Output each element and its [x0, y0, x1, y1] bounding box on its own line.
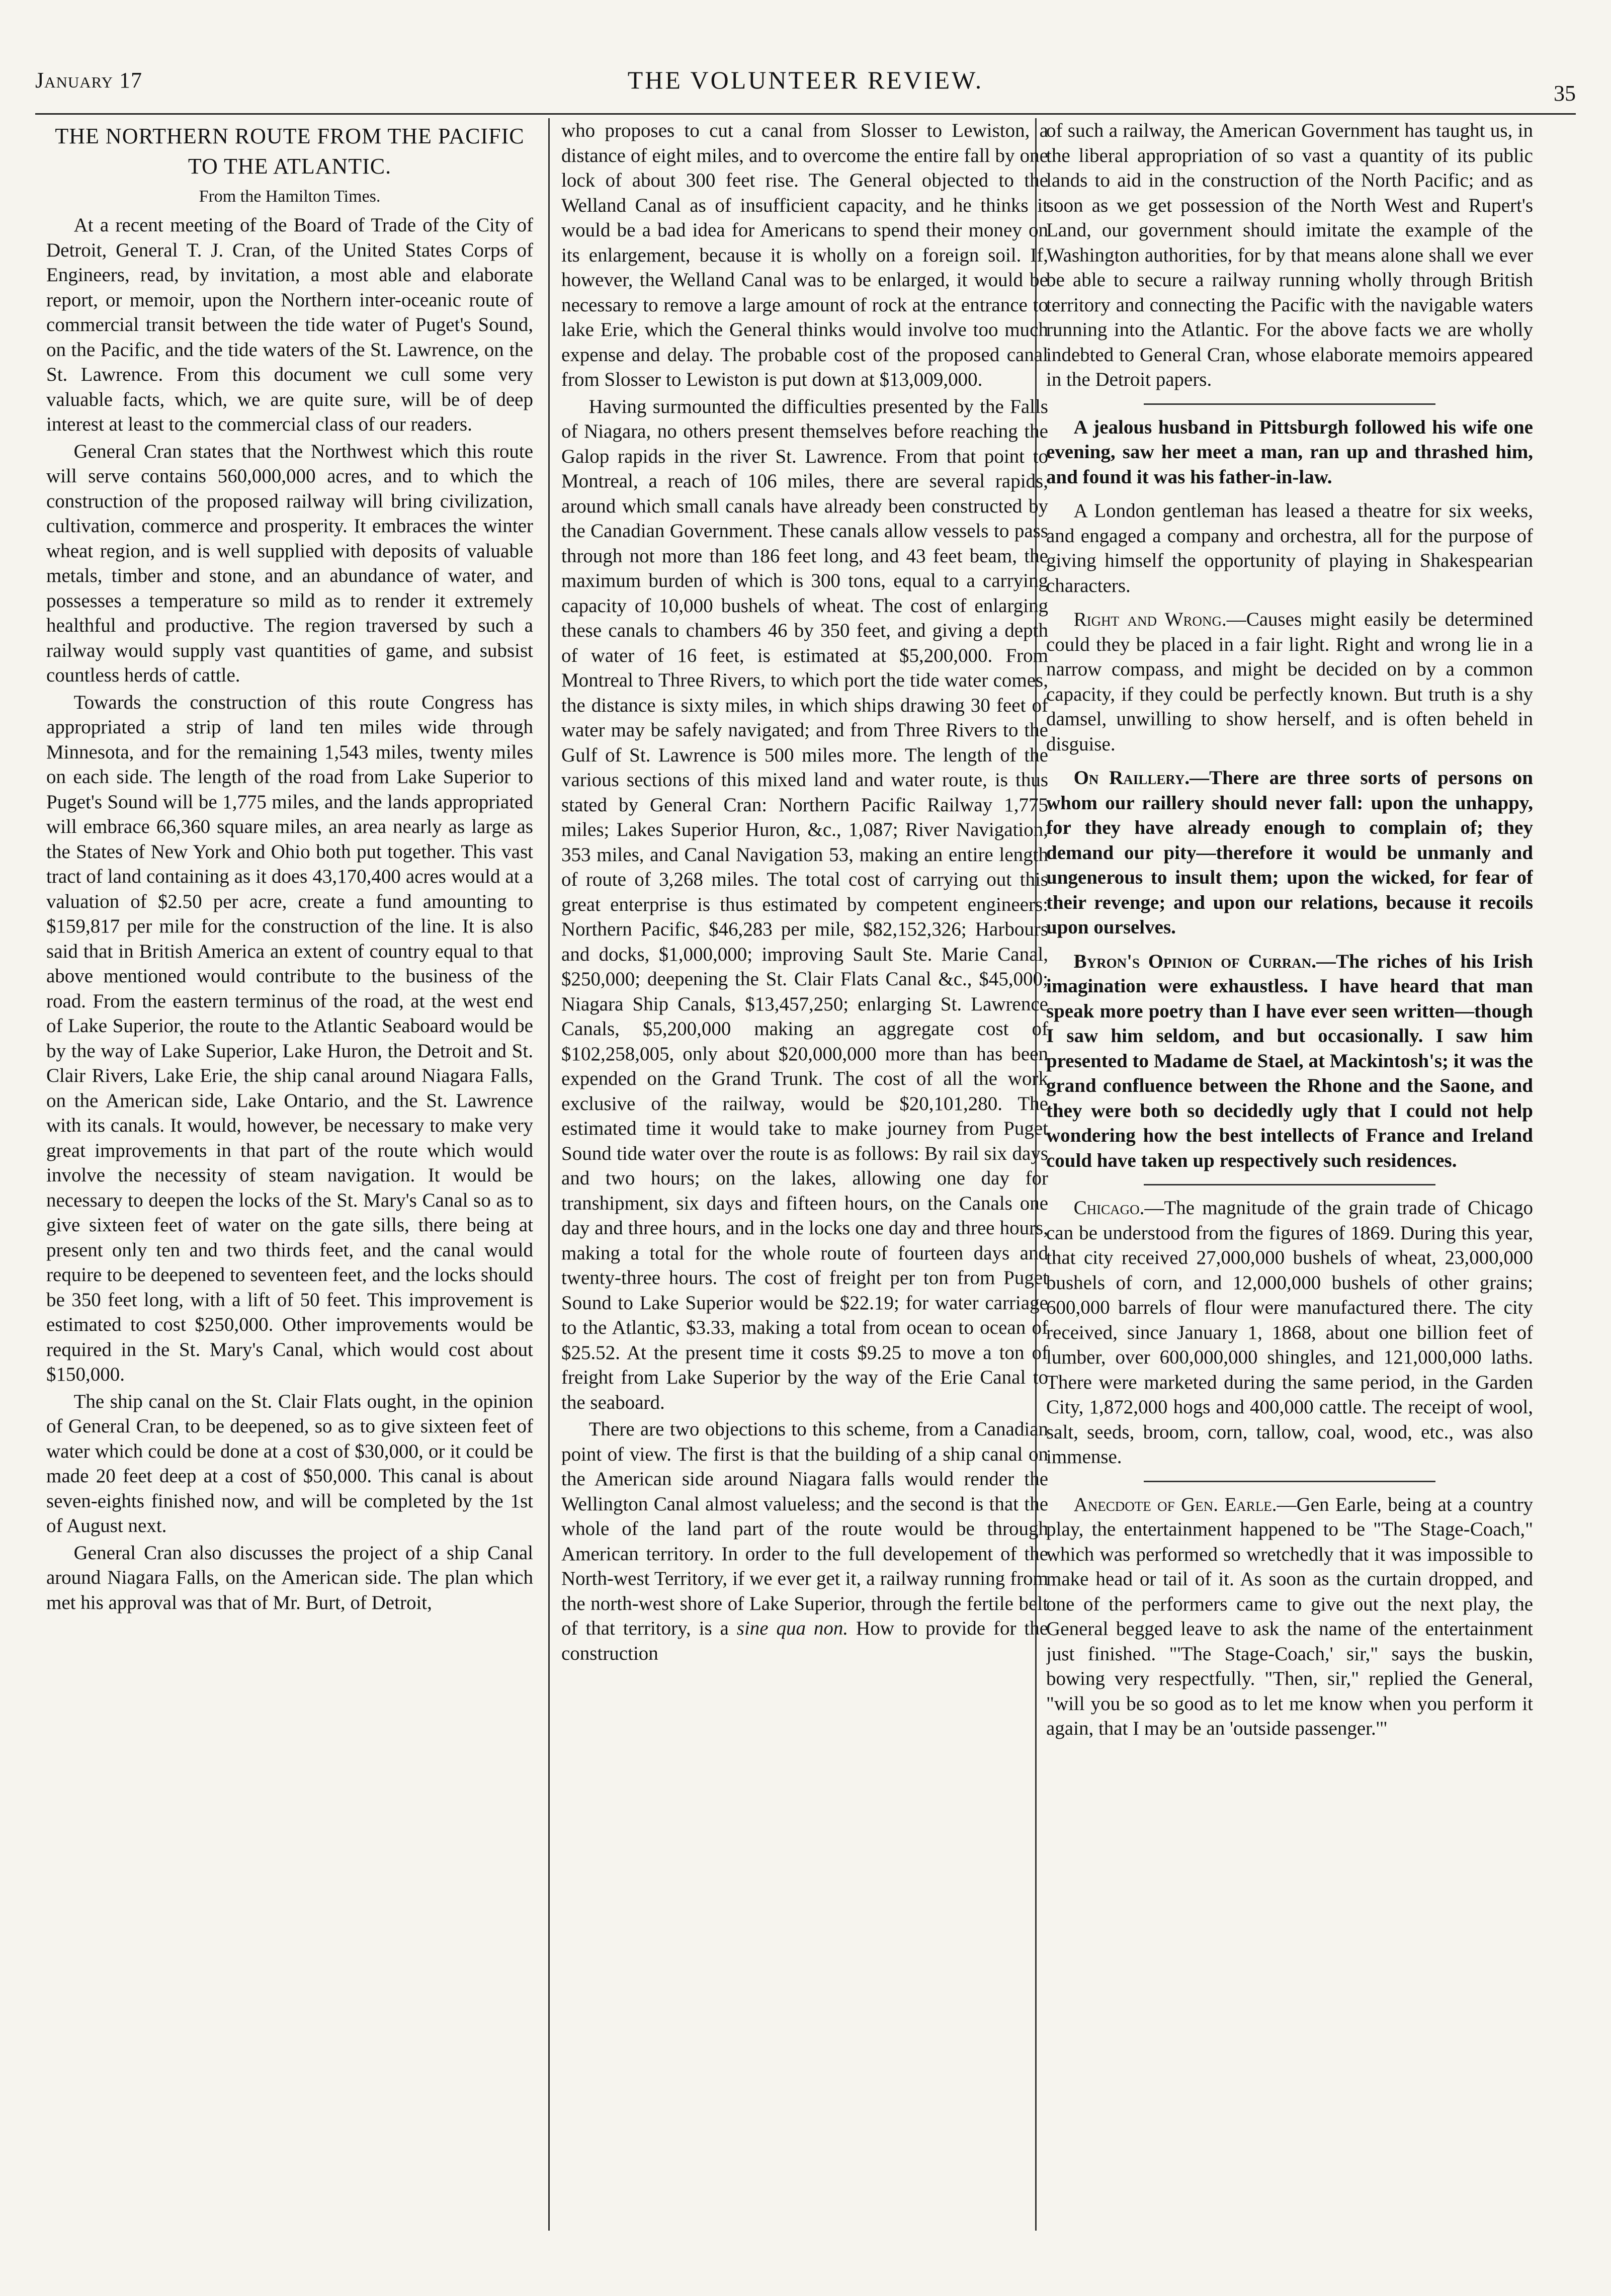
article-paragraph: At a recent meeting of the Board of Trade of the City of Detroit, General T. J. Cran, of the United States Corps of Engineers, read, by invitation, a most able and elaborate report, or memoir, upon the Northern inter-oceanic route of commercial transit between the tide water of Puget's Sound, on the Pacific, and the tide waters of the St. Lawrence, on the St. Lawrence. From this document we cull some very valuable facts, which, we are quite sure, will be of deep interest at least to the commercial class of our readers.	[46, 214, 533, 435]
article-paragraph: General Cran also discusses the project of a ship Canal around Niagara Falls, on the American side. The plan which met his approval was that of Mr. Burt, of Detroit,	[46, 1542, 533, 1613]
latin-phrase: sine qua non.	[736, 1618, 849, 1639]
column-2	[561, 118, 1048, 2241]
article-paragraph: Towards the construction of this route Congress has appropriated a strip of land ten miles wide through Minnesota, and for the remaining 1,543 miles, twenty miles on each side. The length of the road from Lake Superior to Puget's Sound will be 1,775 miles, and the lands appropriated will embrace 66,360 square miles, an area nearly as large as the States of New York and Ohio both put together. This vast tract of land containing as it does 43,170,400 acres would at a valuation of $2.50 per acre, create a fund amounting to $159,817 per mile for the construction of the line. It is also said that in British America an extent of country equal to that above mentioned would contribute to the business of the road. From the eastern terminus of the road, at the west end of Lake Superior, the route to the Atlantic Seaboard would be by the way of Lake Superior, Lake Huron, the Detroit and St. Clair Rivers, Lake Erie, the ship canal around Niagara Falls, on the American side, Lake Ontario, and the St. Lawrence with its canals. It would, however, be necessary to make very great improvements in that part of the route which would involve the necessity of steam navigation. It would be necessary to deepen the locks of the St. Mary's Canal so as to give sixteen feet of water on the gate sills, there being at present only ten and two thirds feet, and the canal would require to be deepened to seventeen feet, and the locks should be 350 feet long, with a lift of 50 feet. This improvement is estimated to cost $250,000. Other improvements would be required in the St. Mary's Canal, which would cost about $150,000.	[46, 691, 533, 1385]
paragraph-text: How to provide for the construction	[561, 1618, 1048, 1664]
article-paragraph	[561, 1417, 1048, 1666]
item-heading: On Raillery.—	[1073, 767, 1210, 789]
item-text: A London gentleman has leased a theatre for six weeks, and engaged a company and orchestra, all for the purpose of giving himself the opportunity of playing in Shakespearian characters.	[1046, 500, 1533, 597]
issue-date: January 17	[35, 68, 143, 93]
article-paragraph: of such a railway, the American Government has taught us, in the liberal appropriation of so vast a quantity of its public lands to aid in the construction of the North Pacific; and as soon as we get possession of the North West and Rupert's Land, our government should imitate the example of the Washington authorities, for by that means alone shall we ever be able to secure a railway running wholly through British territory and connecting the Pacific with the navigable waters running into the Atlantic. For the above facts we are wholly indebted to General Cran, whose elaborate memoirs appeared in the Detroit papers.	[1046, 120, 1533, 390]
news-item	[1046, 607, 1533, 756]
column-rule	[548, 118, 550, 2231]
item-heading: Right and Wrong.—	[1073, 609, 1246, 630]
item-heading: Byron's Opinion of Curran.—	[1073, 950, 1336, 972]
news-item	[1046, 498, 1533, 598]
news-item	[1046, 415, 1533, 490]
article-title: THE NORTHERN ROUTE FROM THE PACIFIC TO THE ATLANTIC.	[55, 124, 525, 179]
article-paragraph: Having surmounted the difficulties presented by the Falls of Niagara, no others present themselves before reaching the Galop rapids in the river St. Lawrence. From that point to Montreal, a reach of 106 miles, there are several rapids, around which small canals have already been constructed by the Canadian Government. These canals allow vessels to pass through not more than 186 feet long, and 43 feet beam, the maximum burden of which is 300 tons, equal to a carrying capacity of 10,000 bushels of wheat. The cost of enlarging these canals to chambers 46 by 350 feet, and giving a depth of water of 16 feet, is estimated at $5,200,000. From Montreal to Three Rivers, to which port the tide water comes, the distance is sixty miles, in which ships drawing 30 feet of water may be safely navigated; and from Three Rivers to the Gulf of St. Lawrence is 500 miles more. The length of the various sections of this mixed land and water route, is thus stated by General Cran: Northern Pacific Railway 1,775 miles; Lakes Superior Huron, &c., 1,087; River Navigation, 353 miles, and Canal Navigation 53, making an entire length of route of 3,268 miles. The total cost of carrying out this great enterprise is thus estimated by competent engineers: Northern Pacific, $46,283 per mile, $82,152,326; Harbours and docks, $1,000,000; improving Sault Ste. Marie Canal, $250,000; deepening the St. Clair Flats Canal &c., $45,000; Niagara Ship Canals, $13,457,250; enlarging St. Lawrence Canals, $5,200,000 making an aggregate cost of $102,258,005, only about $20,000,000 more than has been expended on the Grand Trunk. The cost of all the work exclusive of the railway, would be $20,101,280. The estimated time it would take to make journey from Puget Sound tide water over the route is as follows: By rail six days and two hours; on the lakes, allowing one day for transhipment, six days and fifteen hours, on the Canals one day and three hours, and in the locks one day and three hours, making a total for the whole route of fourteen days and twenty-three hours. The cost of freight per ton from Puget Sound to Lake Superior would be $22.19; for water carriage to the Atlantic, $3.33, making a total from ocean to ocean of $25.52. At the present time it costs $9.25 to move a ton of freight from Lake Superior by the way of the Erie Canal to the seaboard.	[561, 395, 1048, 1413]
news-item	[1046, 766, 1533, 940]
item-separator	[1144, 403, 1436, 405]
item-text: Causes might easily be determined could they be placed in a fair light. Right and wrong lie in a narrow compass, and might be decided on by a common capacity, if they could be perfectly known. But truth is a shy damsel, unwilling to show herself, and is often beheld in disguise.	[1046, 609, 1533, 755]
masthead-title: THE VOLUNTEER REVIEW.	[627, 66, 984, 94]
news-item	[1046, 1492, 1533, 1741]
news-item	[1046, 949, 1533, 1173]
paragraph-text: There are two objections to this scheme, from a Canadian point of view. The first is that the building of a ship canal on the American side around Niagara falls would render the Wellington Canal almost valueless; and the second is that the whole of the land part of the route would be through American territory. In order to the full developement of the North-west Territory, if we ever get it, a railway running from the north-west shore of Lake Superior, through the fertile belt of that territory, is a	[561, 1418, 1048, 1639]
column-3	[1046, 118, 1533, 2241]
item-separator	[1144, 1184, 1436, 1185]
page-header	[35, 60, 1576, 116]
item-text: The magnitude of the grain trade of Chicago can be understood from the figures of 1869. During this year, that city received 27,000,000 bushels of wheat, 23,000,000 bushels of corn, and 12,000,000 bushels of other grains; 600,000 barrels of flour were manufactured there. The city received, since January 1, 1868, about one billion feet of lumber, over 600,000,000 shingles, and 121,000,000 laths. There were marketed during the same period, in the Garden City, 1,872,000 hogs and 400,000 cattle. The receipt of wool, salt, seeds, broom, corn, tallow, coal, wood, etc., was also immense.	[1046, 1197, 1533, 1468]
article-paragraph: General Cran states that the Northwest which this route will serve contains 560,000,000 acres, and to which the construction of the proposed railway will bring civilization, cultivation, commerce and prosperity. It embraces the winter wheat region, and is well supplied with deposits of valuable metals, timber and stone, and an abundance of water, and possesses a temperature so mild as to render it extremely healthful and productive. The region traversed by such a railway would supply vast quantities of game, and subsist countless herds of cattle.	[46, 440, 533, 686]
item-heading: Anecdote of Gen. Earle.—	[1073, 1493, 1297, 1515]
item-text: Gen Earle, being at a country play, the entertainment happened to be "The Stage-Coach," which was performed so wretchedly that it was impossible to make head or tail of it. As soon as the curtain dropped, and one of the performers came to give out the next play, the General begged leave to ask the name of the entertainment just finished. "'The Stage-Coach,' sir," says the buskin, bowing very respectfully. "Then, sir," replied the General, "will you be so good as to let me know when you perform it again, that I may be an 'outside passenger.'"	[1046, 1493, 1533, 1739]
article-source: From the Hamilton Times.	[199, 187, 381, 206]
article-paragraph: who proposes to cut a canal from Slosser to Lewiston, a distance of eight miles, and to overcome the entire fall by one lock of about 300 feet rise. The General objected to the Welland Canal as of insufficient capacity, and he thinks it would be a bad idea for Americans to spend their money on its enlargement, because it is wholly on a foreign soil. If, however, the Welland Canal was to be enlarged, it would be necessary to remove a large amount of rock at the entrance to lake Erie, which the General thinks would involve too much expense and delay. The probable cost of the proposed canal from Slosser to Lewiston is put down at $13,009,000.	[561, 120, 1048, 390]
item-text: A jealous husband in Pittsburgh followed his wife one evening, saw her meet a man, ran up and thrashed him, and found it was his father-in-law.	[1046, 416, 1533, 488]
page-number: 35	[1554, 81, 1576, 106]
item-separator	[1144, 1481, 1436, 1482]
news-item	[1046, 1196, 1533, 1470]
article-paragraph: The ship canal on the St. Clair Flats ought, in the opinion of General Cran, to be deepened, so as to give sixteen feet of water which could be done at a cost of $30,000, or it could be made 20 feet deep at a cost of $50,000. This canal is about seven-eights finished now, and will be completed by the 1st of August next.	[46, 1390, 533, 1537]
item-text: The riches of his Irish imagination were exhaustless. I have heard that man speak more poetry than I have ever seen written—though I saw him seldom, and but occasionally. I saw him presented to Madame de Stael, at Mackintosh's; it was the grand confluence between the Rhone and the Saone, and they were both so decidedly ugly that I could not help wondering how the best intellects of France and Ireland could have taken up respectively such residences.	[1046, 950, 1533, 1171]
header-rule	[35, 113, 1576, 115]
column-1	[46, 118, 533, 2241]
item-text: There are three sorts of persons on whom our raillery should never fall: upon the unhappy, for they have already enough to complain of; they demand our pity—therefore it would be unmanly and ungenerous to insult them; upon the wicked, for fear of their revenge; and upon our relations, because it recoils upon ourselves.	[1046, 767, 1533, 938]
item-heading: Chicago.—	[1073, 1197, 1164, 1219]
